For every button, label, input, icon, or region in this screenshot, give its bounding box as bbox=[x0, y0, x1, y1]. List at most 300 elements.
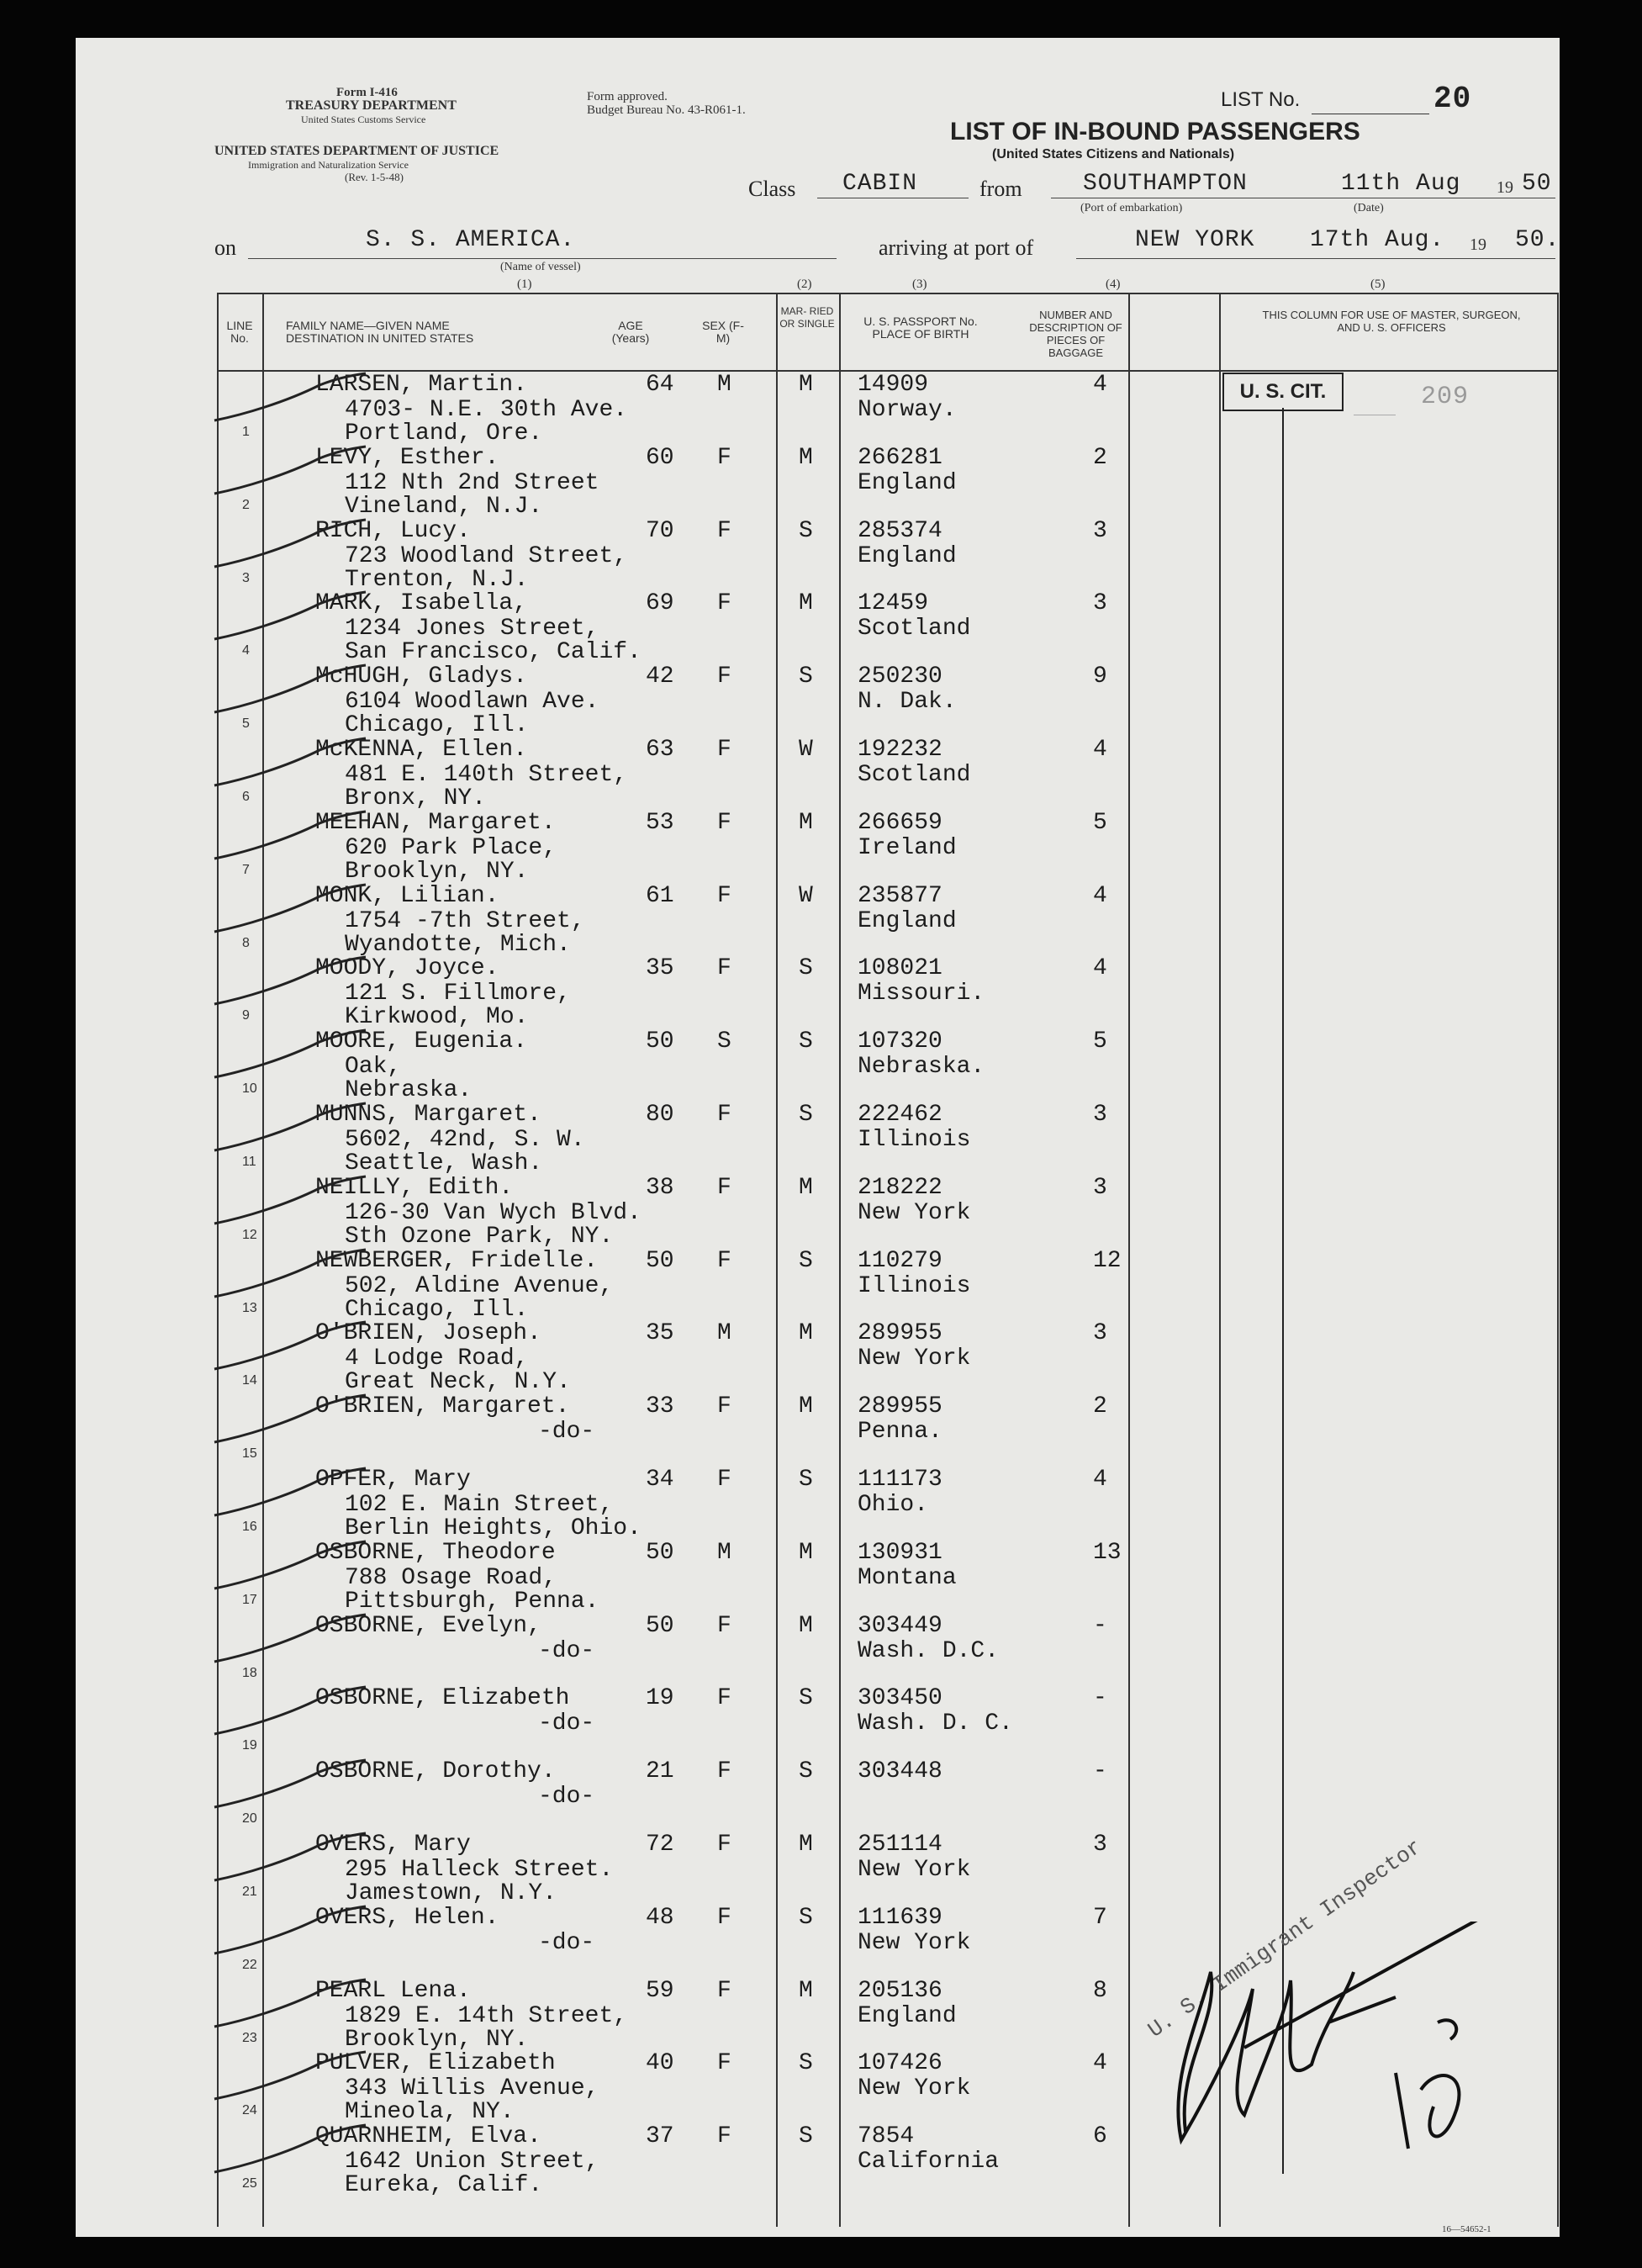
check-mark bbox=[210, 952, 370, 1011]
passenger-address-line1: 502, Aldine Avenue, bbox=[345, 1272, 614, 1299]
from-value: SOUTHAMPTON bbox=[1083, 171, 1248, 197]
customs-service: United States Customs Service bbox=[301, 114, 426, 125]
revision: (Rev. 1-5-48) bbox=[345, 171, 404, 183]
passenger-name: MARK, Isabella, bbox=[315, 590, 528, 617]
col-number-5: (5) bbox=[1370, 278, 1386, 291]
passenger-age: 50 bbox=[646, 1028, 674, 1055]
passenger-sex: M bbox=[717, 372, 731, 398]
justice-dept: UNITED STATES DEPARTMENT OF JUSTICE bbox=[214, 144, 499, 158]
baggage-count: 8 bbox=[1093, 1977, 1107, 2004]
us-citizen-stamp: U. S. CIT. bbox=[1222, 373, 1344, 411]
check-mark bbox=[210, 587, 370, 646]
passenger-name: O'BRIEN, Joseph. bbox=[315, 1320, 541, 1347]
passenger-address-line1: 343 Willis Avenue, bbox=[345, 2075, 599, 2102]
check-mark bbox=[210, 1901, 370, 1960]
line-number: 23 bbox=[242, 2030, 257, 2045]
date-caption: (Date) bbox=[1354, 202, 1384, 214]
place-of-birth: Wash. D. C. bbox=[858, 1710, 1013, 1737]
passenger-address-line2: Jamestown, N.Y. bbox=[345, 1880, 557, 1906]
arrival-underline bbox=[1312, 258, 1555, 259]
passenger-address-line2: Sth Ozone Park, NY. bbox=[345, 1223, 614, 1250]
passenger-marital-status: S bbox=[799, 1102, 813, 1128]
passenger-sex: F bbox=[717, 663, 731, 690]
header-age: AGE (Years) bbox=[611, 319, 650, 345]
passenger-address-line2: Wyandotte, Mich. bbox=[345, 931, 571, 958]
baggage-count: 5 bbox=[1093, 809, 1107, 836]
passport-number: 205136 bbox=[858, 1977, 942, 2004]
passenger-marital-status: M bbox=[799, 1174, 813, 1201]
baggage-count: 2 bbox=[1093, 444, 1107, 471]
passport-number: 235877 bbox=[858, 882, 942, 909]
passenger-address-line2: Mineola, NY. bbox=[345, 2099, 515, 2126]
passenger-age: 50 bbox=[646, 1539, 674, 1566]
list-no-value: 20 bbox=[1433, 82, 1472, 116]
table-row bbox=[76, 373, 1560, 446]
passenger-sex: F bbox=[717, 882, 731, 909]
line-number: 18 bbox=[242, 1665, 257, 1680]
passenger-sex: S bbox=[717, 1028, 731, 1055]
passenger-marital-status: S bbox=[799, 2123, 813, 2150]
header-passport: U. S. PASSPORT No. PLACE OF BIRTH bbox=[863, 315, 978, 341]
passenger-name: MUNNS, Margaret. bbox=[315, 1102, 541, 1128]
table-top-rule bbox=[217, 293, 1558, 294]
passenger-address-line2: San Francisco, Calif. bbox=[345, 639, 641, 666]
passenger-address-line1: 102 E. Main Street, bbox=[345, 1492, 614, 1518]
baggage-count: 4 bbox=[1093, 372, 1107, 398]
passport-number: 303449 bbox=[858, 1612, 942, 1639]
inspector-stamp: U. S. Immigrant Inspector bbox=[1143, 1834, 1427, 2043]
passenger-sex: F bbox=[717, 1904, 731, 1931]
vessel-caption: (Name of vessel) bbox=[500, 261, 581, 273]
passenger-sex: M bbox=[717, 1320, 731, 1347]
passenger-sex: F bbox=[717, 1393, 731, 1420]
place-of-birth: Ireland bbox=[858, 834, 957, 861]
passenger-address-line2: Trenton, N.J. bbox=[345, 566, 529, 593]
passenger-address-line1: 620 Park Place, bbox=[345, 834, 557, 861]
baggage-count: 3 bbox=[1093, 1174, 1107, 1201]
baggage-count: 4 bbox=[1093, 2050, 1107, 2077]
passenger-address-line2: Brooklyn, NY. bbox=[345, 858, 529, 885]
class-value: CABIN bbox=[842, 171, 918, 197]
passenger-address-line1: 5602, 42nd, S. W. bbox=[345, 1127, 585, 1153]
check-mark bbox=[210, 1025, 370, 1084]
table-row bbox=[76, 956, 1560, 1029]
passenger-marital-status: S bbox=[799, 517, 813, 544]
check-mark bbox=[210, 441, 370, 500]
passenger-address-line2: Chicago, Ill. bbox=[345, 712, 529, 739]
passport-number: 303448 bbox=[858, 1758, 942, 1785]
table-row bbox=[76, 1686, 1560, 1759]
place-of-birth: England bbox=[858, 907, 957, 934]
header-sex: SEX (F-M) bbox=[702, 319, 744, 345]
passenger-name: OSBORNE, Dorothy. bbox=[315, 1758, 556, 1785]
passenger-marital-status: M bbox=[799, 1612, 813, 1639]
passenger-sex: F bbox=[717, 1467, 731, 1493]
baggage-count: - bbox=[1093, 1612, 1107, 1639]
baggage-count: 9 bbox=[1093, 663, 1107, 690]
embark-year: 50 bbox=[1522, 171, 1552, 197]
col-number-2: (2) bbox=[797, 278, 812, 291]
passenger-age: 50 bbox=[646, 1247, 674, 1274]
arriving-label: arriving at port of bbox=[879, 235, 1034, 260]
place-of-birth: New York bbox=[858, 2075, 971, 2102]
check-mark bbox=[210, 1317, 370, 1376]
passenger-address-line1: 295 Halleck Street. bbox=[345, 1857, 614, 1883]
class-label: Class bbox=[748, 177, 796, 201]
passport-number: 107426 bbox=[858, 2050, 942, 2077]
passenger-sex: F bbox=[717, 517, 731, 544]
passenger-marital-status: M bbox=[799, 1393, 813, 1420]
check-mark bbox=[210, 1171, 370, 1230]
line-number: 8 bbox=[242, 935, 250, 950]
check-mark bbox=[210, 660, 370, 719]
place-of-birth: New York bbox=[858, 1199, 971, 1226]
baggage-count: 6 bbox=[1093, 2123, 1107, 2150]
passenger-sex: F bbox=[717, 955, 731, 982]
passenger-marital-status: S bbox=[799, 1028, 813, 1055]
embarkation-caption: (Port of embarkation) bbox=[1080, 202, 1183, 214]
line-number: 24 bbox=[242, 2103, 257, 2118]
line-number: 1 bbox=[242, 425, 250, 439]
form-number: Form I-416 bbox=[336, 86, 398, 99]
footer-code: 16—54652-1 bbox=[1442, 2224, 1492, 2234]
check-mark bbox=[210, 806, 370, 865]
passenger-age: 42 bbox=[646, 663, 674, 690]
page-subtitle: (United States Citizens and Nationals) bbox=[992, 147, 1235, 161]
passenger-age: 48 bbox=[646, 1904, 674, 1931]
passenger-address-line1: 121 S. Fillmore, bbox=[345, 981, 571, 1007]
check-mark bbox=[210, 1245, 370, 1303]
vessel-underline bbox=[248, 258, 837, 259]
passenger-age: 64 bbox=[646, 372, 674, 398]
passenger-name: MONK, Lilian. bbox=[315, 882, 499, 909]
passenger-address-line1: 1642 Union Street, bbox=[345, 2149, 599, 2175]
passenger-name: OPFER, Mary bbox=[315, 1467, 471, 1493]
table-row bbox=[76, 1614, 1560, 1687]
passenger-marital-status: M bbox=[799, 1539, 813, 1566]
passenger-sex: F bbox=[717, 1685, 731, 1712]
passport-number: 218222 bbox=[858, 1174, 942, 1201]
check-mark bbox=[210, 1975, 370, 2033]
passenger-address-line2: Pittsburgh, Penna. bbox=[345, 1588, 599, 1615]
passenger-address-line2: Seattle, Wash. bbox=[345, 1150, 543, 1176]
passenger-age: 60 bbox=[646, 444, 674, 471]
place-of-birth: New York bbox=[858, 1857, 971, 1883]
passport-number: 266659 bbox=[858, 809, 942, 836]
check-mark bbox=[210, 733, 370, 792]
passenger-sex: F bbox=[717, 1612, 731, 1639]
passenger-sex: F bbox=[717, 2123, 731, 2150]
line-number: 14 bbox=[242, 1373, 257, 1388]
passenger-marital-status: M bbox=[799, 1977, 813, 2004]
baggage-count: 4 bbox=[1093, 882, 1107, 909]
check-mark bbox=[210, 1536, 370, 1595]
table-row bbox=[76, 1249, 1560, 1322]
passenger-address-line1: 4 Lodge Road, bbox=[345, 1345, 529, 1372]
passenger-name: LARSEN, Martin. bbox=[315, 372, 528, 398]
passport-number: 130931 bbox=[858, 1539, 942, 1566]
passenger-sex: F bbox=[717, 809, 731, 836]
passenger-name: PEARL Lena. bbox=[315, 1977, 471, 2004]
treasury-dept: TREASURY DEPARTMENT bbox=[286, 98, 457, 113]
passenger-age: 63 bbox=[646, 737, 674, 763]
baggage-count: 13 bbox=[1093, 1539, 1122, 1566]
place-of-birth: Penna. bbox=[858, 1419, 942, 1446]
passenger-address-line1: 788 Osage Road, bbox=[345, 1564, 557, 1591]
table-row bbox=[76, 1467, 1560, 1541]
table-row bbox=[76, 519, 1560, 592]
passenger-marital-status: S bbox=[799, 1467, 813, 1493]
passenger-name: RICH, Lucy. bbox=[315, 517, 471, 544]
passenger-marital-status: S bbox=[799, 955, 813, 982]
passenger-age: 21 bbox=[646, 1758, 674, 1785]
passenger-address-line1: 112 Nth 2nd Street bbox=[345, 469, 599, 496]
passenger-address-line2: Bronx, NY. bbox=[345, 785, 487, 812]
baggage-count: 3 bbox=[1093, 590, 1107, 617]
baggage-count: - bbox=[1093, 1685, 1107, 1712]
passport-number: 107320 bbox=[858, 1028, 942, 1055]
passenger-name: OSBORNE, Evelyn, bbox=[315, 1612, 541, 1639]
passport-number: 250230 bbox=[858, 663, 942, 690]
passenger-marital-status: M bbox=[799, 590, 813, 617]
check-mark bbox=[210, 2047, 370, 2106]
passenger-marital-status: S bbox=[799, 1685, 813, 1712]
check-mark bbox=[210, 1390, 370, 1449]
passenger-marital-status: M bbox=[799, 444, 813, 471]
on-label: on bbox=[214, 235, 236, 260]
passenger-address-line1: 723 Woodland Street, bbox=[345, 542, 628, 569]
passport-number: 303450 bbox=[858, 1685, 942, 1712]
passenger-sex: M bbox=[717, 1539, 731, 1566]
from-label: from bbox=[979, 177, 1022, 201]
passport-number: 7854 bbox=[858, 2123, 915, 2150]
passenger-marital-status: S bbox=[799, 2050, 813, 2077]
passenger-address-line2: Eureka, Calif. bbox=[345, 2172, 543, 2199]
passenger-address-line1: 1829 E. 14th Street, bbox=[345, 2002, 628, 2029]
table-row bbox=[76, 591, 1560, 664]
check-mark bbox=[210, 2120, 370, 2179]
place-of-birth: England bbox=[858, 542, 957, 569]
budget-bureau: Budget Bureau No. 43-R061-1. bbox=[587, 103, 746, 117]
passenger-name: PULVER, Elizabeth bbox=[315, 2050, 556, 2077]
header-baggage: NUMBER AND DESCRIPTION OF PIECES OF BAGGAGE bbox=[1029, 309, 1122, 359]
passenger-name: QUARNHEIM, Elva. bbox=[315, 2123, 541, 2150]
header-line-no: LINE No. bbox=[226, 319, 253, 345]
passenger-address-line1: 6104 Woodlawn Ave. bbox=[345, 689, 599, 716]
passport-number: 192232 bbox=[858, 737, 942, 763]
passenger-age: 34 bbox=[646, 1467, 674, 1493]
passenger-sex: F bbox=[717, 2050, 731, 2077]
ins-service: Immigration and Naturalization Service bbox=[248, 159, 409, 171]
baggage-count: 4 bbox=[1093, 737, 1107, 763]
line-number: 17 bbox=[242, 1592, 257, 1607]
passport-number: 111173 bbox=[858, 1467, 942, 1493]
passenger-sex: F bbox=[717, 737, 731, 763]
passenger-name: McKENNA, Ellen. bbox=[315, 737, 528, 763]
passenger-name: MEEHAN, Margaret. bbox=[315, 809, 556, 836]
baggage-count: 2 bbox=[1093, 1393, 1107, 1420]
officer-number: 209 bbox=[1421, 383, 1470, 411]
passenger-address-line1: Oak, bbox=[345, 1054, 402, 1081]
passenger-address-line1: -do- bbox=[538, 1637, 595, 1664]
place-of-birth: Illinois bbox=[858, 1272, 971, 1299]
passenger-name: O'BRIEN, Margaret. bbox=[315, 1393, 570, 1420]
table-row bbox=[76, 737, 1560, 811]
passenger-marital-status: S bbox=[799, 1904, 813, 1931]
passenger-sex: F bbox=[717, 1247, 731, 1274]
passenger-marital-status: S bbox=[799, 1758, 813, 1785]
passenger-marital-status: W bbox=[799, 737, 813, 763]
place-of-birth: Nebraska. bbox=[858, 1054, 985, 1081]
passenger-sex: F bbox=[717, 1102, 731, 1128]
header-married: MAR- RIED OR SINGLE bbox=[779, 305, 835, 330]
baggage-count: - bbox=[1093, 1758, 1107, 1785]
table-row bbox=[76, 1394, 1560, 1467]
passenger-marital-status: M bbox=[799, 809, 813, 836]
passenger-sex: F bbox=[717, 1977, 731, 2004]
place-of-birth: Illinois bbox=[858, 1127, 971, 1153]
table-row bbox=[76, 1102, 1560, 1176]
passport-number: 14909 bbox=[858, 372, 929, 398]
line-number: 15 bbox=[242, 1446, 257, 1462]
line-number: 9 bbox=[242, 1008, 250, 1023]
check-mark bbox=[210, 1098, 370, 1157]
baggage-count: 12 bbox=[1093, 1247, 1122, 1274]
place-of-birth: California bbox=[858, 2149, 1000, 2175]
passenger-age: 40 bbox=[646, 2050, 674, 2077]
line-number: 16 bbox=[242, 1520, 257, 1534]
check-mark bbox=[210, 515, 370, 574]
table-row bbox=[76, 446, 1560, 519]
passenger-address-line1: -do- bbox=[538, 1929, 595, 1956]
embark-year-prefix: 19 bbox=[1497, 178, 1513, 197]
place-of-birth: New York bbox=[858, 1929, 971, 1956]
baggage-count: 3 bbox=[1093, 517, 1107, 544]
passenger-marital-status: W bbox=[799, 882, 813, 909]
baggage-count: 4 bbox=[1093, 1467, 1107, 1493]
line-number: 21 bbox=[242, 1885, 257, 1899]
passenger-address-line1: -do- bbox=[538, 1710, 595, 1737]
line-number: 11 bbox=[242, 1155, 256, 1169]
check-mark bbox=[210, 1610, 370, 1668]
line-number: 7 bbox=[242, 862, 250, 877]
passport-number: 266281 bbox=[858, 444, 942, 471]
check-mark bbox=[210, 1682, 370, 1741]
passenger-name: NEWBERGER, Fridelle. bbox=[315, 1247, 599, 1274]
table-row bbox=[76, 1321, 1560, 1394]
passenger-address-line1: -do- bbox=[538, 1784, 595, 1811]
line-number: 19 bbox=[242, 1738, 257, 1753]
baggage-count: 3 bbox=[1093, 1320, 1107, 1347]
page-title: LIST OF IN-BOUND PASSENGERS bbox=[950, 118, 1360, 145]
inspector-signature bbox=[1118, 1922, 1488, 2199]
table-row bbox=[76, 884, 1560, 957]
manifest-page bbox=[76, 38, 1560, 2237]
header-name: FAMILY NAME—GIVEN NAME DESTINATION IN UNITED STATES bbox=[286, 319, 474, 345]
passenger-address-line2: Brooklyn, NY. bbox=[345, 2026, 529, 2053]
baggage-count: 3 bbox=[1093, 1102, 1107, 1128]
col-number-3: (3) bbox=[912, 278, 927, 291]
passenger-sex: F bbox=[717, 1174, 731, 1201]
line-number: 25 bbox=[242, 2176, 257, 2191]
arrival-year-prefix: 19 bbox=[1470, 235, 1486, 254]
list-no-label: LIST No. bbox=[1221, 88, 1301, 111]
passenger-address-line2: Berlin Heights, Ohio. bbox=[345, 1515, 641, 1541]
line-number: 2 bbox=[242, 497, 250, 512]
line-number: 13 bbox=[242, 1300, 257, 1315]
check-mark bbox=[210, 1463, 370, 1522]
table-row bbox=[76, 1541, 1560, 1614]
line-number: 10 bbox=[242, 1081, 257, 1097]
passenger-address-line2: Great Neck, N.Y. bbox=[345, 1369, 571, 1396]
passport-number: 251114 bbox=[858, 1832, 942, 1858]
passenger-age: 69 bbox=[646, 590, 674, 617]
passenger-marital-status: M bbox=[799, 1320, 813, 1347]
passport-number: 289955 bbox=[858, 1320, 942, 1347]
place-of-birth: Scotland bbox=[858, 616, 971, 642]
line-number: 3 bbox=[242, 570, 250, 585]
vessel-name: S. S. AMERICA. bbox=[366, 227, 576, 253]
place-of-birth: N. Dak. bbox=[858, 689, 957, 716]
line-number: 22 bbox=[242, 1957, 257, 1972]
passenger-age: 59 bbox=[646, 1977, 674, 2004]
passport-number: 222462 bbox=[858, 1102, 942, 1128]
passenger-age: 37 bbox=[646, 2123, 674, 2150]
passport-number: 12459 bbox=[858, 590, 929, 617]
place-of-birth: Norway. bbox=[858, 397, 957, 423]
passenger-address-line1: -do- bbox=[538, 1419, 595, 1446]
passport-number: 111639 bbox=[858, 1904, 942, 1931]
baggage-count: 4 bbox=[1093, 955, 1107, 982]
line-number: 20 bbox=[242, 1811, 257, 1827]
passenger-marital-status: S bbox=[799, 1247, 813, 1274]
passenger-age: 53 bbox=[646, 809, 674, 836]
line-number: 4 bbox=[242, 643, 250, 658]
passenger-sex: F bbox=[717, 590, 731, 617]
passport-number: 108021 bbox=[858, 955, 942, 982]
place-of-birth: England bbox=[858, 469, 957, 496]
place-of-birth: New York bbox=[858, 1345, 971, 1372]
passenger-address-line1: 1754 -7th Street, bbox=[345, 907, 585, 934]
passenger-age: 35 bbox=[646, 955, 674, 982]
arrival-year: 50. bbox=[1515, 227, 1560, 253]
passenger-sex: F bbox=[717, 444, 731, 471]
check-mark bbox=[210, 368, 370, 427]
passenger-age: 61 bbox=[646, 882, 674, 909]
table-row bbox=[76, 811, 1560, 884]
header-officers: THIS COLUMN FOR USE OF MASTER, SURGEON, AND U. S. OFFICERS bbox=[1262, 309, 1521, 334]
passenger-address-line2: Chicago, Ill. bbox=[345, 1296, 529, 1323]
place-of-birth: Missouri. bbox=[858, 981, 985, 1007]
passenger-age: 19 bbox=[646, 1685, 674, 1712]
table-row bbox=[76, 1029, 1560, 1102]
passenger-sex: F bbox=[717, 1758, 731, 1785]
passenger-age: 72 bbox=[646, 1832, 674, 1858]
passenger-age: 38 bbox=[646, 1174, 674, 1201]
col-number-4: (4) bbox=[1106, 278, 1121, 291]
port-underline bbox=[1076, 258, 1328, 259]
passenger-address-line2: Nebraska. bbox=[345, 1077, 473, 1104]
passenger-age: 33 bbox=[646, 1393, 674, 1420]
passenger-address-line2: Portland, Ore. bbox=[345, 420, 543, 447]
line-number: 6 bbox=[242, 790, 250, 804]
check-mark bbox=[210, 1828, 370, 1887]
baggage-count: 7 bbox=[1093, 1904, 1107, 1931]
place-of-birth: Ohio. bbox=[858, 1492, 929, 1518]
arrival-date: 17th Aug. bbox=[1310, 227, 1445, 253]
passenger-address-line1: 4703- N.E. 30th Ave. bbox=[345, 397, 628, 423]
place-of-birth: Wash. D.C. bbox=[858, 1637, 1000, 1664]
